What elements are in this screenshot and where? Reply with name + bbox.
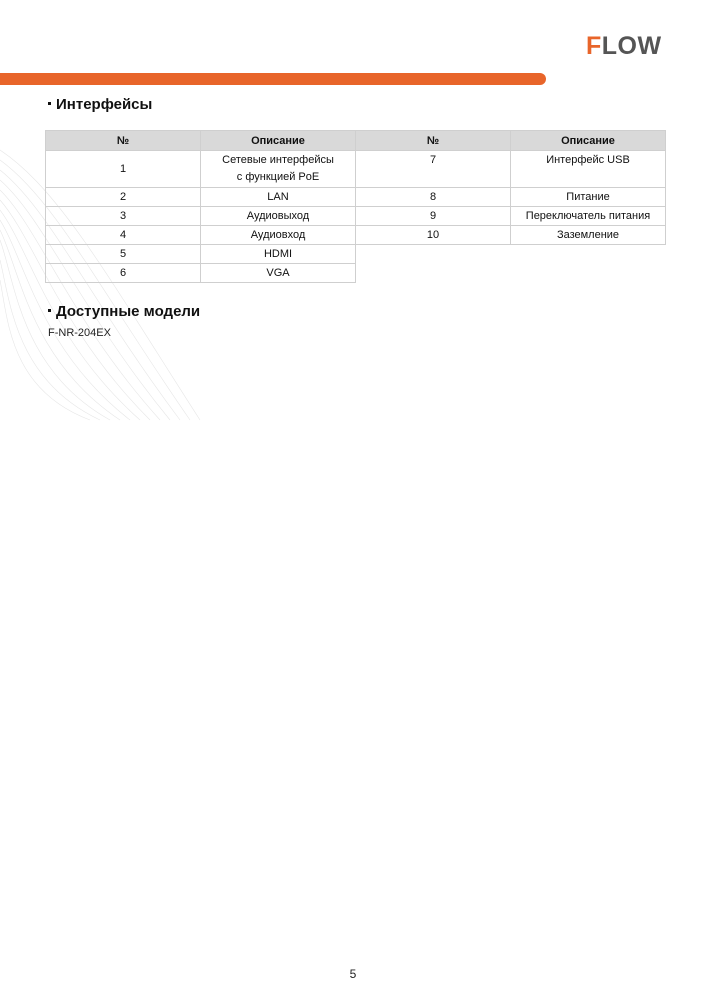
table-row bbox=[46, 226, 666, 245]
table-cell: HDMI bbox=[201, 245, 356, 264]
brand-logo bbox=[586, 33, 676, 59]
table-row bbox=[46, 245, 666, 264]
logo-text bbox=[586, 33, 662, 59]
table-cell: 8 bbox=[356, 188, 511, 207]
table-row bbox=[46, 207, 666, 226]
logo-accent-letter: F bbox=[586, 32, 602, 60]
table-cell: VGA bbox=[201, 264, 356, 283]
section-title-text: Доступные модели bbox=[56, 303, 201, 320]
table-cell bbox=[201, 151, 356, 188]
table-row bbox=[46, 264, 666, 283]
table-header-row bbox=[46, 131, 666, 151]
table-cell: 7 bbox=[356, 151, 511, 188]
bullet-icon bbox=[48, 102, 51, 105]
table-cell: 9 bbox=[356, 207, 511, 226]
page-number: 5 bbox=[349, 967, 357, 981]
table-header-cell: Описание bbox=[511, 131, 666, 151]
table-cell: Аудиовход bbox=[201, 226, 356, 245]
section-title-models bbox=[48, 303, 200, 320]
empty-cell bbox=[356, 264, 666, 283]
table-cell: Переключатель питания bbox=[511, 207, 666, 226]
table-cell: Питание bbox=[511, 188, 666, 207]
table-cell: 1 bbox=[46, 151, 201, 188]
table-row bbox=[46, 188, 666, 207]
cell-line: с функцией PoE bbox=[236, 171, 320, 183]
table-cell: 6 bbox=[46, 264, 201, 283]
table-cell: 10 bbox=[356, 226, 511, 245]
logo-rest-letters: LOW bbox=[601, 32, 662, 60]
table-cell: LAN bbox=[201, 188, 356, 207]
table-cell: 3 bbox=[46, 207, 201, 226]
empty-cell bbox=[356, 245, 666, 264]
table-cell: Заземление bbox=[511, 226, 666, 245]
interfaces-table bbox=[45, 130, 666, 283]
section-title-interfaces bbox=[48, 96, 152, 113]
table-cell: Аудиовыход bbox=[201, 207, 356, 226]
table-header-cell: Описание bbox=[201, 131, 356, 151]
table-header-cell: № bbox=[46, 131, 201, 151]
section-title-text: Интерфейсы bbox=[56, 96, 153, 113]
table-cell: 2 bbox=[46, 188, 201, 207]
table-cell: 5 bbox=[46, 245, 201, 264]
model-name: F-NR-204EX bbox=[48, 327, 111, 339]
table-row bbox=[46, 151, 666, 188]
header-accent-bar bbox=[0, 73, 546, 85]
table-cell: Интерфейс USB bbox=[511, 151, 666, 188]
cell-line: Сетевые интерфейсы bbox=[222, 154, 334, 166]
table-header-cell: № bbox=[356, 131, 511, 151]
table-cell: 4 bbox=[46, 226, 201, 245]
bullet-icon bbox=[48, 309, 51, 312]
